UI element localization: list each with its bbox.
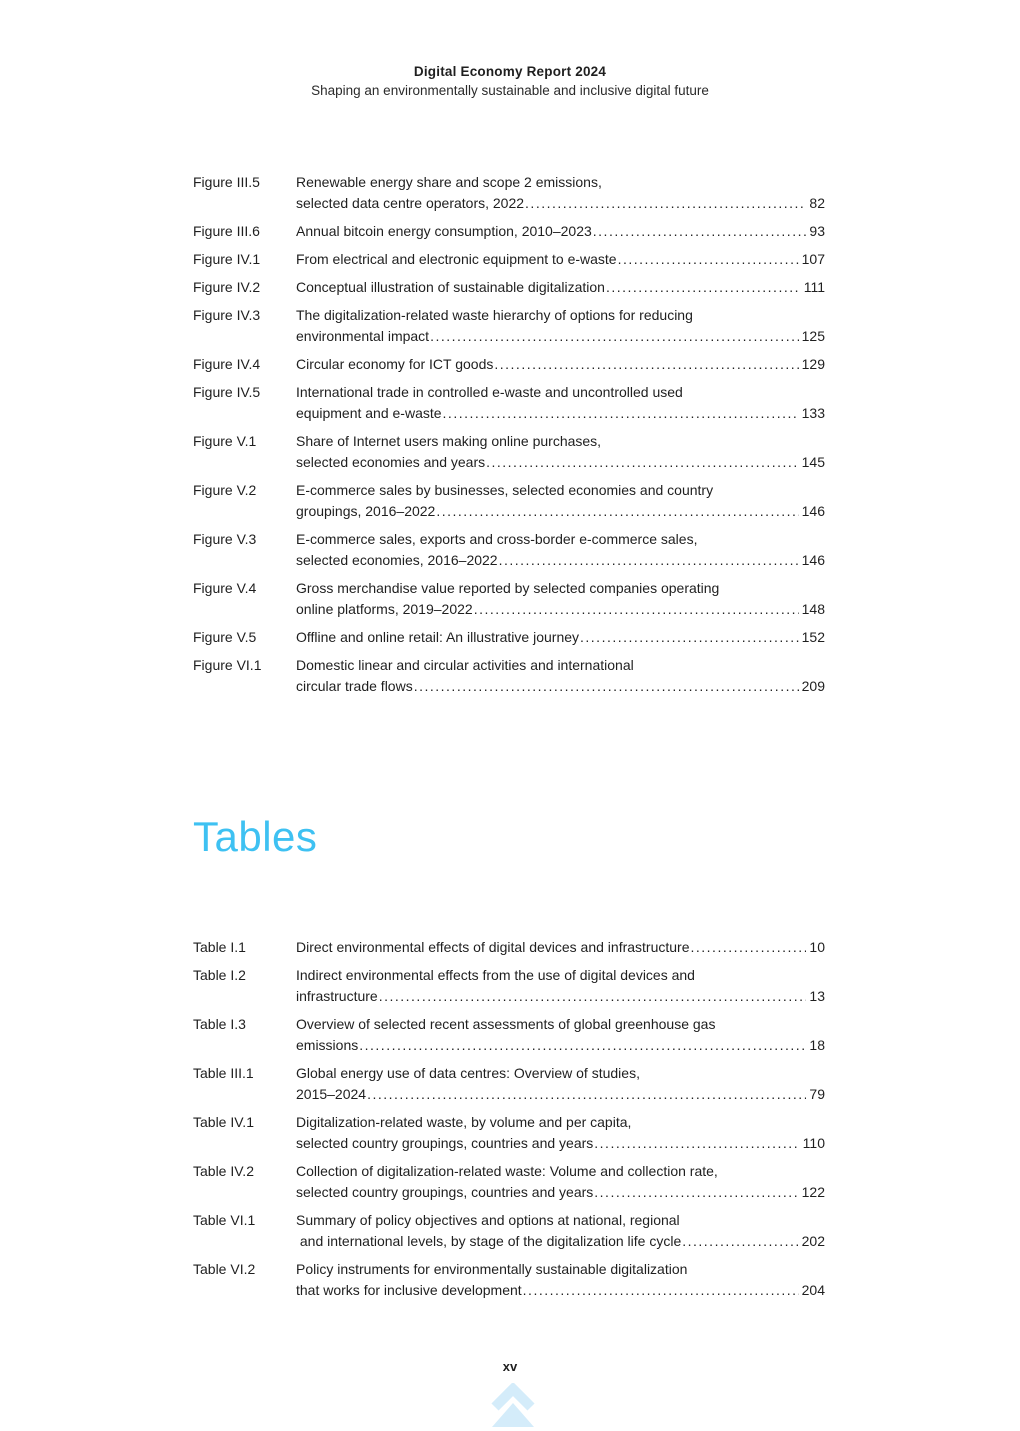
toc-page-number: 93 xyxy=(809,223,825,239)
toc-entry-body xyxy=(296,1210,825,1252)
table-toc-entry xyxy=(193,1259,825,1301)
toc-entry-text: selected economies, 2016–2022 xyxy=(296,552,498,568)
dot-leader xyxy=(618,249,799,270)
dot-leader xyxy=(523,1280,799,1301)
table-toc-entry xyxy=(193,1210,825,1252)
toc-entry-body xyxy=(296,529,825,571)
toc-line xyxy=(296,1259,825,1280)
toc-line xyxy=(296,578,825,599)
toc-entry-text: Indirect environmental effects from the use of digital devices and xyxy=(296,967,695,983)
toc-line xyxy=(296,676,825,697)
toc-page-number: 148 xyxy=(801,601,825,617)
toc-line xyxy=(296,1112,825,1133)
figure-toc-entry xyxy=(193,529,825,571)
toc-line xyxy=(296,1210,825,1231)
toc-entry-text: Overview of selected recent assessments of global greenhouse gas xyxy=(296,1016,716,1032)
toc-entry-text: Circular economy for ICT goods xyxy=(296,356,494,372)
report-title: Digital Economy Report 2024 xyxy=(413,64,607,79)
toc-page-number: 204 xyxy=(801,1282,825,1298)
toc-entry-text: E-commerce sales by businesses, selected economies and country xyxy=(296,482,714,498)
toc-page-number: 82 xyxy=(809,195,825,211)
toc-entry-text: Global energy use of data centres: Overview of studies, xyxy=(296,1065,640,1081)
figure-toc-entry xyxy=(193,172,825,214)
toc-entry-body xyxy=(296,221,825,242)
dot-leader xyxy=(443,403,799,424)
toc-entry-text: Share of Internet users making online purchases, xyxy=(296,433,602,449)
dot-leader xyxy=(430,326,799,347)
toc-page-number: 202 xyxy=(801,1233,825,1249)
toc-entry-body xyxy=(296,277,825,298)
toc-line xyxy=(296,529,825,550)
toc-entry-label: Figure IV.3 xyxy=(193,307,261,323)
toc-entry-text: International trade in controlled e-waste and uncontrolled used xyxy=(296,384,683,400)
toc-entry-label: Figure V.1 xyxy=(193,433,257,449)
toc-entry-label: Table III.1 xyxy=(193,1065,254,1081)
dot-leader xyxy=(436,501,798,522)
toc-line xyxy=(296,550,825,571)
toc-entry-label: Figure IV.1 xyxy=(193,251,261,267)
tables-toc-list xyxy=(193,937,825,1301)
toc-line xyxy=(296,1035,825,1056)
toc-entry-body xyxy=(296,1063,825,1105)
table-toc-entry xyxy=(193,1014,825,1056)
toc-line xyxy=(296,1084,825,1105)
dot-leader xyxy=(691,937,807,958)
toc-entry-label: Table I.3 xyxy=(193,1016,246,1032)
report-subtitle: Shaping an environmentally sustainable and inclusive digital future xyxy=(311,83,709,98)
toc-entry-label: Figure III.5 xyxy=(193,174,260,190)
dot-leader xyxy=(580,627,799,648)
toc-line xyxy=(296,1161,825,1182)
toc-page-number: 133 xyxy=(801,405,825,421)
toc-entry-text: that works for inclusive development xyxy=(296,1282,522,1298)
toc-entry-body xyxy=(296,1014,825,1056)
dot-leader xyxy=(593,221,807,242)
toc-entry-body xyxy=(296,305,825,347)
toc-entry-body xyxy=(296,937,825,958)
toc-entry-body xyxy=(296,172,825,214)
toc-entry-body xyxy=(296,1259,825,1301)
toc-line xyxy=(296,221,825,242)
toc-line xyxy=(296,599,825,620)
toc-entry-label: Table VI.1 xyxy=(193,1212,256,1228)
toc-entry-text: circular trade flows xyxy=(296,678,413,694)
toc-entry-label: Figure V.3 xyxy=(193,531,257,547)
toc-line xyxy=(296,1231,825,1252)
toc-entry-text: groupings, 2016–2022 xyxy=(296,503,436,519)
toc-line xyxy=(296,249,825,270)
toc-entry-label: Figure IV.5 xyxy=(193,384,261,400)
toc-line xyxy=(296,1063,825,1084)
toc-page-number: 111 xyxy=(803,279,825,295)
toc-line xyxy=(296,986,825,1007)
toc-page-number: 125 xyxy=(801,328,825,344)
toc-entry-label: Table I.1 xyxy=(193,939,246,955)
toc-entry-text: Policy instruments for environmentally sustainable digitalization xyxy=(296,1261,688,1277)
table-toc-entry xyxy=(193,937,825,958)
toc-page-number: 110 xyxy=(802,1135,825,1151)
toc-entry-label: Figure IV.2 xyxy=(193,279,261,295)
toc-entry-body xyxy=(296,1161,825,1203)
toc-entry-text: selected country groupings, countries and years xyxy=(296,1135,594,1151)
toc-line xyxy=(296,1182,825,1203)
figure-toc-entry xyxy=(193,382,825,424)
toc-entry-text: Conceptual illustration of sustainable digitalization xyxy=(296,279,605,295)
toc-entry-text: environmental impact xyxy=(296,328,430,344)
toc-line xyxy=(296,172,825,193)
toc-page-number: 107 xyxy=(801,251,825,267)
toc-entry-text: Summary of policy objectives and options at national, regional xyxy=(296,1212,680,1228)
toc-entry-text: Domestic linear and circular activities and international xyxy=(296,657,634,673)
toc-entry-text: E-commerce sales, exports and cross-border e-commerce sales, xyxy=(296,531,698,547)
figure-toc-entry xyxy=(193,354,825,375)
toc-page-number: 18 xyxy=(809,1037,825,1053)
toc-page-number: 209 xyxy=(801,678,825,694)
toc-entry-body xyxy=(296,354,825,375)
toc-entry-body xyxy=(296,480,825,522)
toc-line xyxy=(296,965,825,986)
figure-toc-entry xyxy=(193,655,825,697)
tables-section-heading: Tables xyxy=(193,813,318,860)
figure-toc-entry xyxy=(193,249,825,270)
toc-entry-text: selected economies and years xyxy=(296,454,486,470)
figure-toc-entry xyxy=(193,277,825,298)
toc-entry-label: Figure IV.4 xyxy=(193,356,261,372)
toc-entry-text: Collection of digitalization-related waste: Volume and collection rate, xyxy=(296,1163,718,1179)
toc-line xyxy=(296,655,825,676)
toc-entry-label: Figure V.4 xyxy=(193,580,257,596)
toc-page-number: 146 xyxy=(801,552,825,568)
dot-leader xyxy=(486,452,799,473)
toc-page-number: 129 xyxy=(801,356,825,372)
toc-line xyxy=(296,431,825,452)
dot-leader xyxy=(525,193,806,214)
toc-entry-text: selected country groupings, countries and years xyxy=(296,1184,594,1200)
toc-page-number: 10 xyxy=(809,939,825,955)
figures-toc-list xyxy=(193,172,825,697)
toc-entry-text: 2015–2024 xyxy=(296,1086,367,1102)
toc-entry-text: Direct environmental effects of digital devices and infrastructure xyxy=(296,939,690,955)
toc-entry-text: online platforms, 2019–2022 xyxy=(296,601,473,617)
table-toc-entry xyxy=(193,1063,825,1105)
toc-entry-body xyxy=(296,431,825,473)
dot-leader xyxy=(499,550,799,571)
toc-page-number: 79 xyxy=(809,1086,825,1102)
toc-entry-text: emissions xyxy=(296,1037,359,1053)
toc-entry-body xyxy=(296,655,825,697)
toc-entry-text: The digitalization-related waste hierarchy of options for reducing xyxy=(296,307,693,323)
figure-toc-entry xyxy=(193,627,825,648)
table-toc-entry xyxy=(193,1112,825,1154)
page-number: xv xyxy=(502,1359,518,1374)
dot-leader xyxy=(594,1133,799,1154)
toc-entry-body xyxy=(296,627,825,648)
toc-line xyxy=(296,382,825,403)
toc-entry-body xyxy=(296,965,825,1007)
chevron-up-icon xyxy=(490,1383,536,1431)
toc-line xyxy=(296,326,825,347)
toc-entry-label: Figure V.5 xyxy=(193,629,257,645)
dot-leader xyxy=(474,599,799,620)
toc-entry-text: Annual bitcoin energy consumption, 2010–2023 xyxy=(296,223,592,239)
toc-line xyxy=(296,277,825,298)
toc-entry-text: Gross merchandise value reported by selected companies operating xyxy=(296,580,720,596)
figure-toc-entry xyxy=(193,305,825,347)
table-toc-entry xyxy=(193,1161,825,1203)
toc-line xyxy=(296,501,825,522)
toc-line xyxy=(296,305,825,326)
figure-toc-entry xyxy=(193,431,825,473)
dot-leader xyxy=(359,1035,806,1056)
toc-line xyxy=(296,480,825,501)
toc-entry-label: Table IV.2 xyxy=(193,1163,254,1179)
toc-page-number: 13 xyxy=(809,988,825,1004)
table-toc-entry xyxy=(193,965,825,1007)
toc-line xyxy=(296,1280,825,1301)
toc-entry-text: equipment and e-waste xyxy=(296,405,442,421)
dot-leader xyxy=(606,277,801,298)
toc-entry-body xyxy=(296,249,825,270)
toc-line xyxy=(296,193,825,214)
dot-leader xyxy=(367,1084,806,1105)
dot-leader xyxy=(414,676,799,697)
toc-page-number: 145 xyxy=(801,454,825,470)
toc-line xyxy=(296,1133,825,1154)
figure-toc-entry xyxy=(193,480,825,522)
toc-entry-text: From electrical and electronic equipment to e-waste xyxy=(296,251,617,267)
toc-line xyxy=(296,627,825,648)
dot-leader xyxy=(494,354,798,375)
dot-leader xyxy=(594,1182,798,1203)
toc-entry-text: Offline and online retail: An illustrative journey xyxy=(296,629,580,645)
figure-toc-entry xyxy=(193,221,825,242)
toc-entry-text: infrastructure xyxy=(296,988,378,1004)
toc-page-number: 146 xyxy=(801,503,825,519)
toc-line xyxy=(296,354,825,375)
toc-entry-text: and international levels, by stage of the digitalization life cycle xyxy=(296,1233,682,1249)
toc-entry-label: Figure VI.1 xyxy=(193,657,262,673)
toc-page-number: 152 xyxy=(801,629,825,645)
toc-line xyxy=(296,403,825,424)
toc-entry-label: Figure V.2 xyxy=(193,482,257,498)
dot-leader xyxy=(379,986,807,1007)
toc-entry-body xyxy=(296,1112,825,1154)
toc-entry-text: Renewable energy share and scope 2 emissions, xyxy=(296,174,602,190)
dot-leader xyxy=(682,1231,798,1252)
report-header xyxy=(0,64,1020,99)
toc-entry-body xyxy=(296,578,825,620)
toc-line xyxy=(296,937,825,958)
toc-line xyxy=(296,452,825,473)
toc-entry-label: Table IV.1 xyxy=(193,1114,254,1130)
toc-entry-label: Figure III.6 xyxy=(193,223,260,239)
toc-entry-label: Table I.2 xyxy=(193,967,246,983)
toc-line xyxy=(296,1014,825,1035)
toc-entry-body xyxy=(296,382,825,424)
toc-page-number: 122 xyxy=(801,1184,825,1200)
figure-toc-entry xyxy=(193,578,825,620)
toc-content xyxy=(193,172,825,1308)
toc-entry-text: selected data centre operators, 2022 xyxy=(296,195,525,211)
toc-entry-text: Digitalization-related waste, by volume and per capita, xyxy=(296,1114,632,1130)
toc-entry-label: Table VI.2 xyxy=(193,1261,256,1277)
